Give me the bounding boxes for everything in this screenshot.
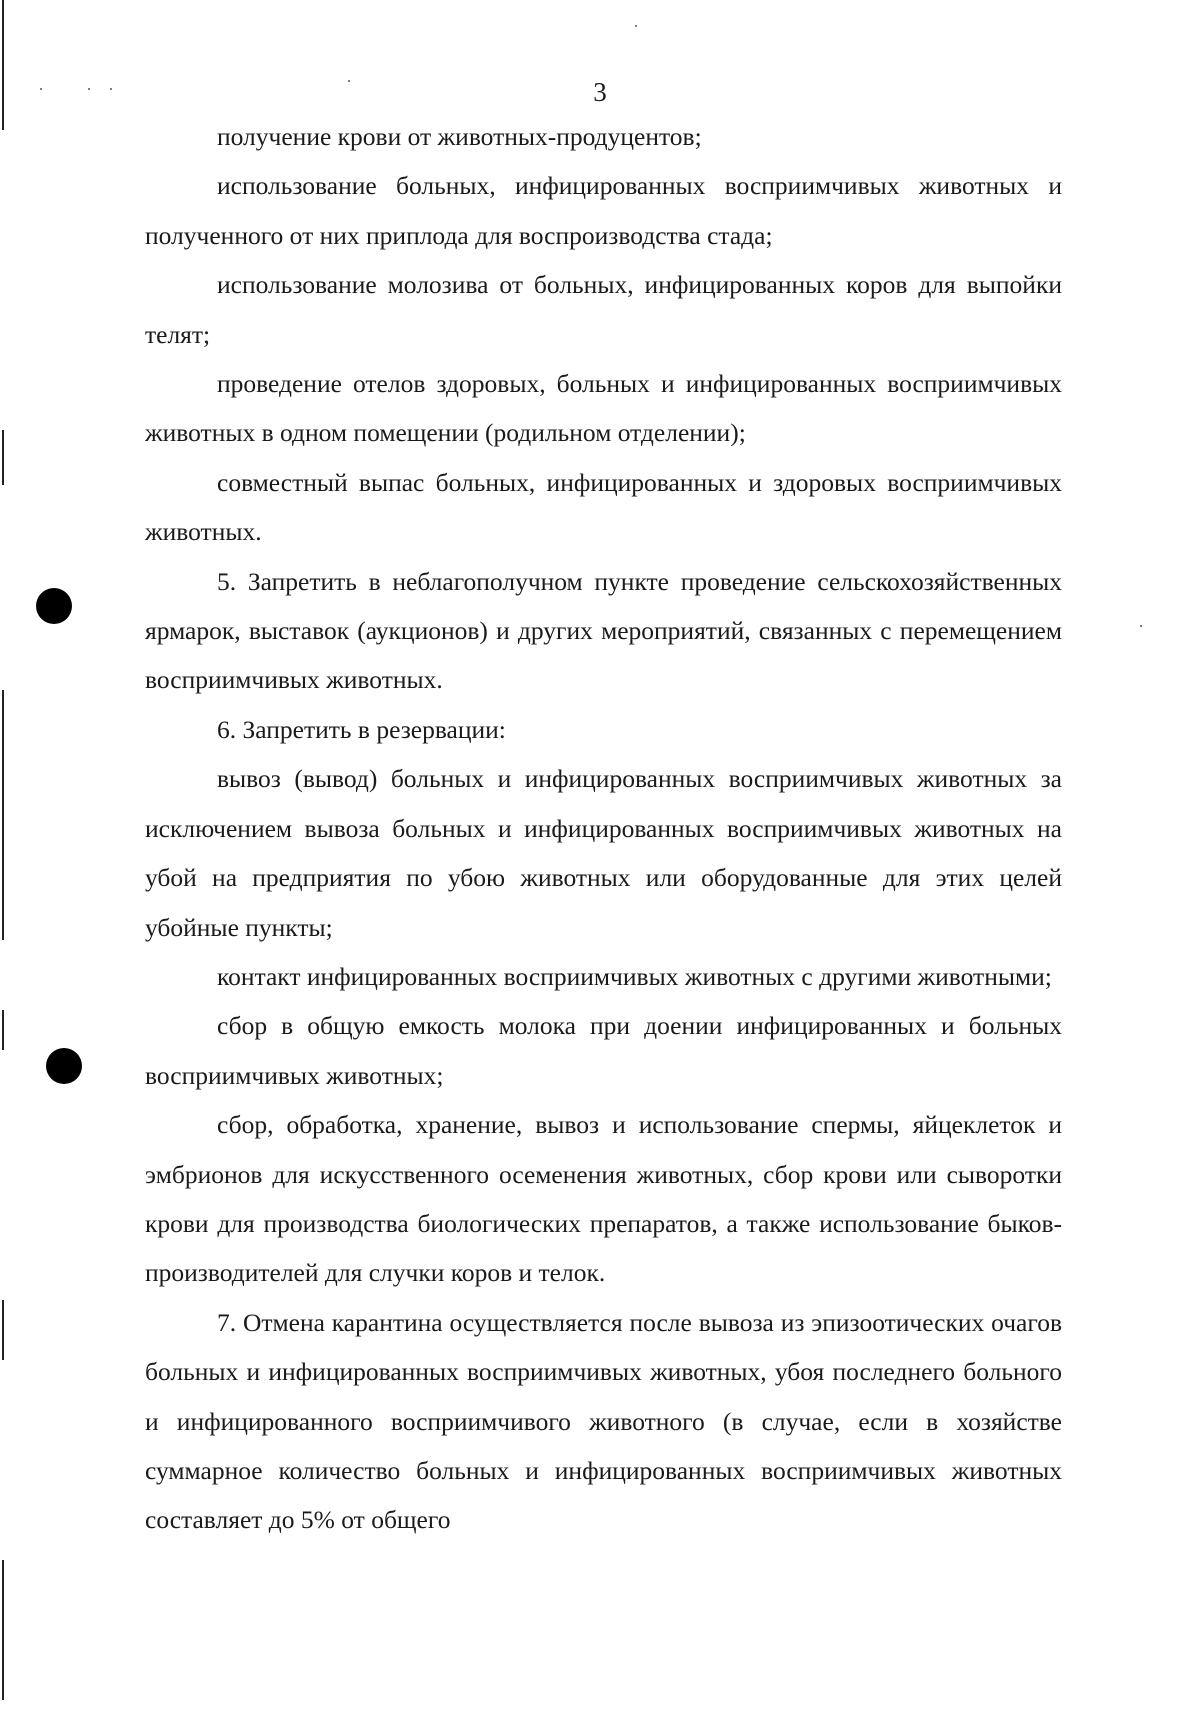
scan-edge-mark [2, 430, 4, 485]
scan-edge-mark [2, 1300, 4, 1360]
paragraph: использование молозива от больных, инфицированных коров для выпойки телят; [145, 270, 1062, 349]
paragraph: совместный выпас больных, инфицированных и здоровых восприимчивых животных. [145, 467, 1062, 547]
paragraph: получение крови от животных-продуцентов; [217, 122, 702, 151]
scan-speck [1140, 625, 1142, 627]
paragraph: проведение отелов здоровых, больных и инфицированных восприимчивых животных в одном помещении (родильном отделении); [145, 369, 1062, 448]
paragraph: 6. Запретить в резервации: [217, 714, 506, 744]
paragraph: вывоз (вывод) больных и инфицированных восприимчивых животных за исключением вывоза больных и инфицированных восприимчивых животных на убой на предприятия по убою животных или оборудованные для этих целей убойные пункты; [145, 764, 1062, 942]
paragraph: сбор, обработка, хранение, вывоз и использование спермы, яйцеклеток и эмбрионов для искусственного осеменения животных, сбор крови или сыворотки крови для производства биологических препаратов, а также использование быков-производителей для случки коров и телок. [145, 1110, 1062, 1288]
punch-hole [36, 588, 72, 624]
paragraph: сбор в общую емкость молока при доении инфицированных и больных восприимчивых животных; [145, 1011, 1062, 1090]
scan-edge-mark [2, 690, 4, 940]
document-body [145, 112, 1062, 1545]
paragraph: 7. Отмена карантина осуществляется после вывоза из эпизоотических очагов больных и инфицированных восприимчивых животных, убоя последнего больного и инфицированного восприимчивого животного (в случае, если в хозяйстве суммарное количество больных и инфицированных восприимчивых животных составляет до 5% от общего [145, 1307, 1062, 1535]
paragraph: использование больных, инфицированных восприимчивых животных и полученного от них приплода для воспроизводства стада; [145, 171, 1062, 250]
scan-speck [635, 25, 637, 27]
scan-edge-mark [2, 1010, 4, 1050]
scan-edge-mark [2, 1560, 4, 1700]
page-number: 3 [593, 77, 607, 107]
paragraph: 5. Запретить в неблагополучном пункте проведение сельскохозяйственных ярмарок, выставок (аукционов) и других мероприятий, связанных с перемещением восприимчивых животных. [145, 566, 1062, 695]
paragraph: контакт инфицированных восприимчивых животных с другими животными; [217, 961, 1052, 991]
punch-hole [46, 1048, 82, 1084]
